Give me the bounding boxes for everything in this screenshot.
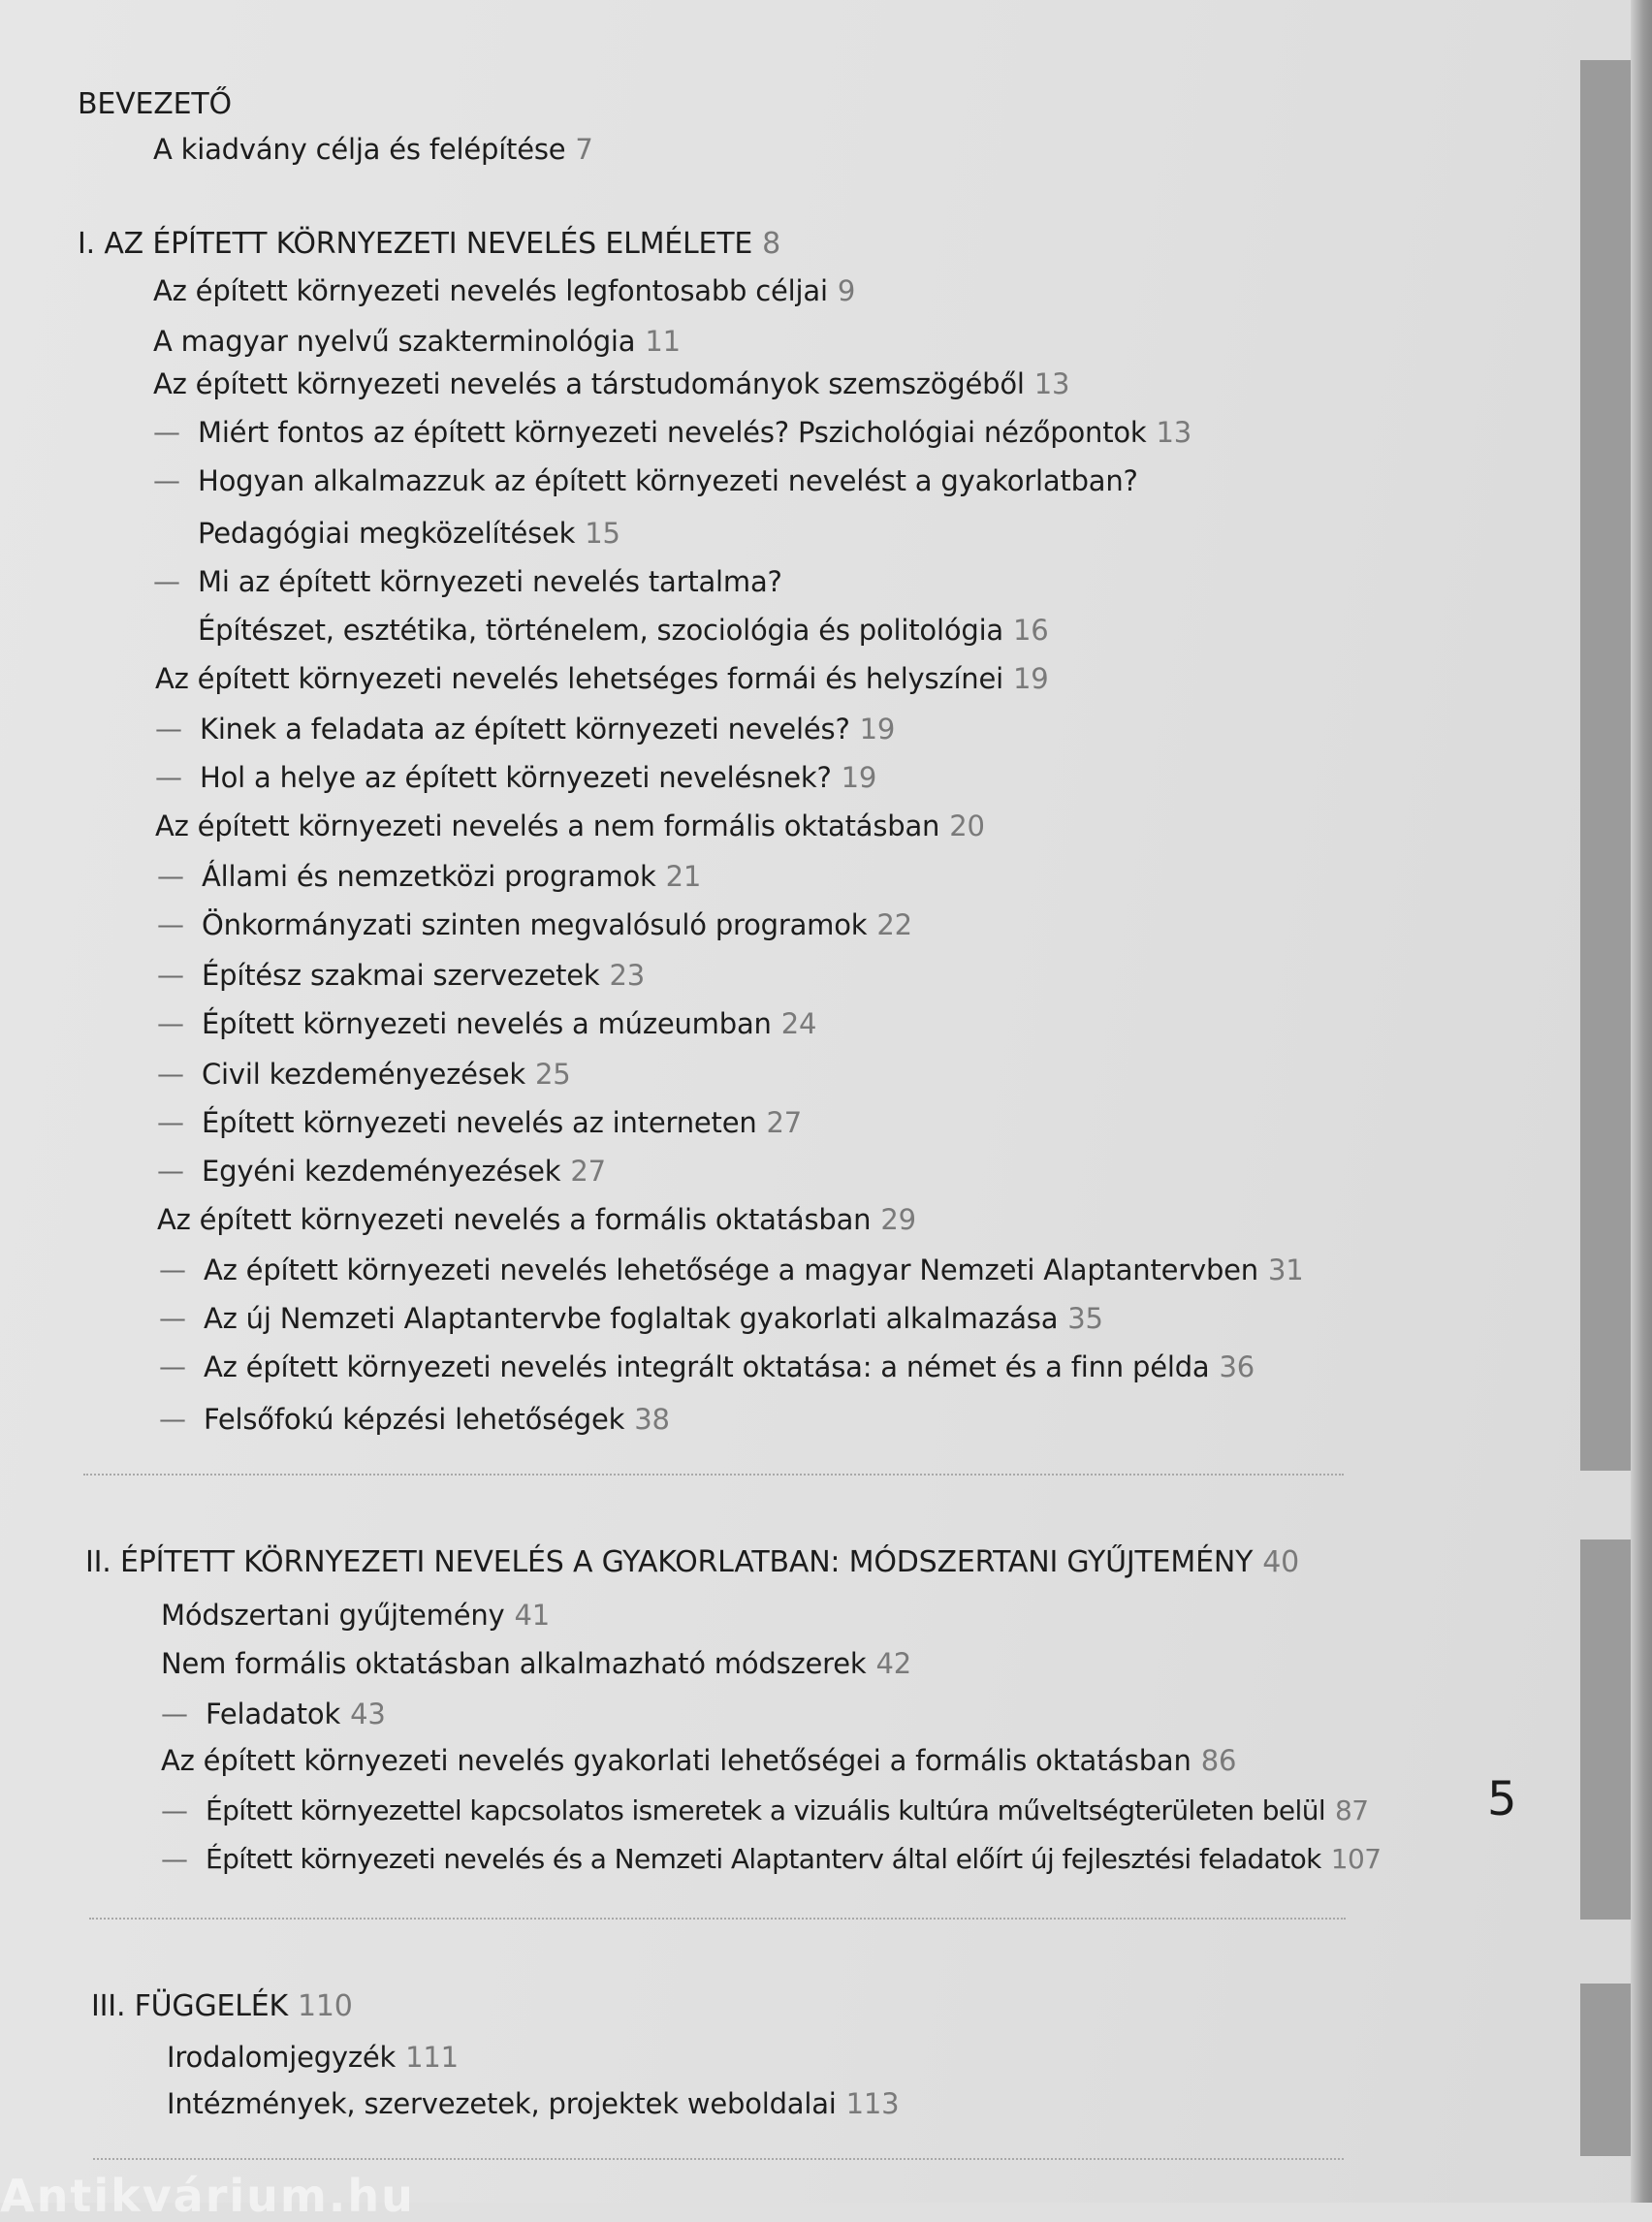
toc-subentry: Hogyan alkalmazzuk az épített környezeti nevelést a gyakorlatban? [198, 464, 1138, 497]
toc-subentry: Egyéni kezdeményezések 27 [202, 1155, 606, 1188]
watermark: Antikvárium.hu [0, 2170, 415, 2222]
toc-entry: Az épített környezeti nevelés gyakorlati lehetőségei a formális oktatásban 86 [161, 1744, 1237, 1777]
dash-marker: — [159, 1254, 186, 1286]
dash-marker: — [161, 1843, 188, 1875]
toc-entry: Az épített környezeti nevelés legfontosabb céljai 9 [153, 274, 856, 307]
toc-entry: Irodalomjegyzék 111 [167, 2041, 459, 2074]
dash-marker: — [157, 1058, 184, 1090]
dash-marker: — [157, 1155, 184, 1187]
dash-marker: — [157, 860, 184, 892]
dash-marker: — [157, 959, 184, 991]
section-title-intro: BEVEZETŐ [78, 87, 232, 121]
toc-subentry-continued: Pedagógiai megközelítések 15 [198, 517, 620, 550]
toc-subentry: Civil kezdeményezések 25 [202, 1058, 571, 1091]
dash-marker: — [161, 1698, 188, 1730]
dash-marker: — [157, 908, 184, 940]
toc-entry: Az épített környezeti nevelés lehetséges formái és helyszínei 19 [155, 662, 1049, 695]
toc-entry: A kiadvány célja és felépítése 7 [153, 133, 593, 166]
section-title-part3: III. FÜGGELÉK 110 [91, 1989, 353, 2023]
toc-subentry: Állami és nemzetközi programok 21 [202, 860, 702, 893]
toc-entry: Nem formális oktatásban alkalmazható módszerek 42 [161, 1647, 912, 1680]
toc-entry: Az épített környezeti nevelés a formális oktatásban 29 [157, 1203, 916, 1236]
dash-marker: — [157, 1106, 184, 1138]
toc-subentry-continued: Építészet, esztétika, történelem, szociológia és politológia 16 [198, 614, 1049, 647]
dash-marker: — [159, 1403, 186, 1435]
toc-subentry: Épített környezeti nevelés a múzeumban 24 [202, 1007, 817, 1040]
dash-marker: — [153, 565, 180, 597]
section-tab-2 [1580, 1540, 1631, 1920]
toc-subentry: Feladatok 43 [206, 1698, 386, 1730]
section-title-part2: II. ÉPÍTETT KÖRNYEZETI NEVELÉS A GYAKORLATBAN: MÓDSZERTANI GYŰJTEMÉNY 40 [85, 1545, 1299, 1579]
toc-subentry: Miért fontos az épített környezeti nevelés? Pszichológiai nézőpontok 13 [198, 416, 1192, 449]
dash-marker: — [161, 1794, 188, 1826]
toc-subentry: Építész szakmai szervezetek 23 [202, 959, 646, 992]
toc-subentry: Épített környezettel kapcsolatos ismeretek a vizuális kultúra műveltségterületen belül 87 [206, 1794, 1369, 1826]
page-number: 5 [1487, 1772, 1517, 1826]
dash-marker: — [155, 713, 182, 745]
toc-subentry: Kinek a feladata az épített környezeti nevelés? 19 [200, 713, 896, 746]
toc-subentry: Épített környezeti nevelés és a Nemzeti Alaptanterv által előírt új fejlesztési feladatok 107 [206, 1843, 1382, 1875]
dash-marker: — [155, 761, 182, 793]
toc-subentry: Mi az épített környezeti nevelés tartalma? [198, 565, 782, 598]
section-tab-3 [1580, 1984, 1631, 2156]
toc-entry: Az épített környezeti nevelés a társtudományok szemszögéből 13 [153, 367, 1070, 400]
section-divider [83, 1474, 1344, 1476]
page-edge [1631, 0, 1652, 2203]
section-divider [89, 1918, 1346, 1920]
toc-subentry: Épített környezeti nevelés az interneten 27 [202, 1106, 803, 1139]
toc-subentry: Az új Nemzeti Alaptantervbe foglaltak gyakorlati alkalmazása 35 [204, 1302, 1103, 1335]
dash-marker: — [157, 1007, 184, 1039]
toc-subentry: Az épített környezeti nevelés integrált oktatása: a német és a finn példa 36 [204, 1350, 1255, 1383]
section-tab-1 [1580, 60, 1631, 1471]
toc-entry: Intézmények, szervezetek, projektek weboldalai 113 [167, 2087, 900, 2120]
toc-subentry: Hol a helye az épített környezeti nevelésnek? 19 [200, 761, 877, 794]
toc-entry: A magyar nyelvű szakterminológia 11 [153, 325, 681, 358]
section-divider [93, 2158, 1344, 2160]
toc-subentry: Önkormányzati szinten megvalósuló programok 22 [202, 908, 912, 941]
dash-marker: — [153, 464, 180, 496]
section-title-part1: I. AZ ÉPÍTETT KÖRNYEZETI NEVELÉS ELMÉLETE 8 [78, 227, 781, 261]
toc-subentry: Az épített környezeti nevelés lehetősége a magyar Nemzeti Alaptantervben 31 [204, 1254, 1304, 1286]
toc-subentry: Felsőfokú képzési lehetőségek 38 [204, 1403, 670, 1436]
dash-marker: — [153, 416, 180, 448]
toc-entry: Az épített környezeti nevelés a nem formális oktatásban 20 [155, 809, 985, 842]
dash-marker: — [159, 1302, 186, 1334]
toc-entry: Módszertani gyűjtemény 41 [161, 1599, 551, 1632]
dash-marker: — [159, 1350, 186, 1382]
